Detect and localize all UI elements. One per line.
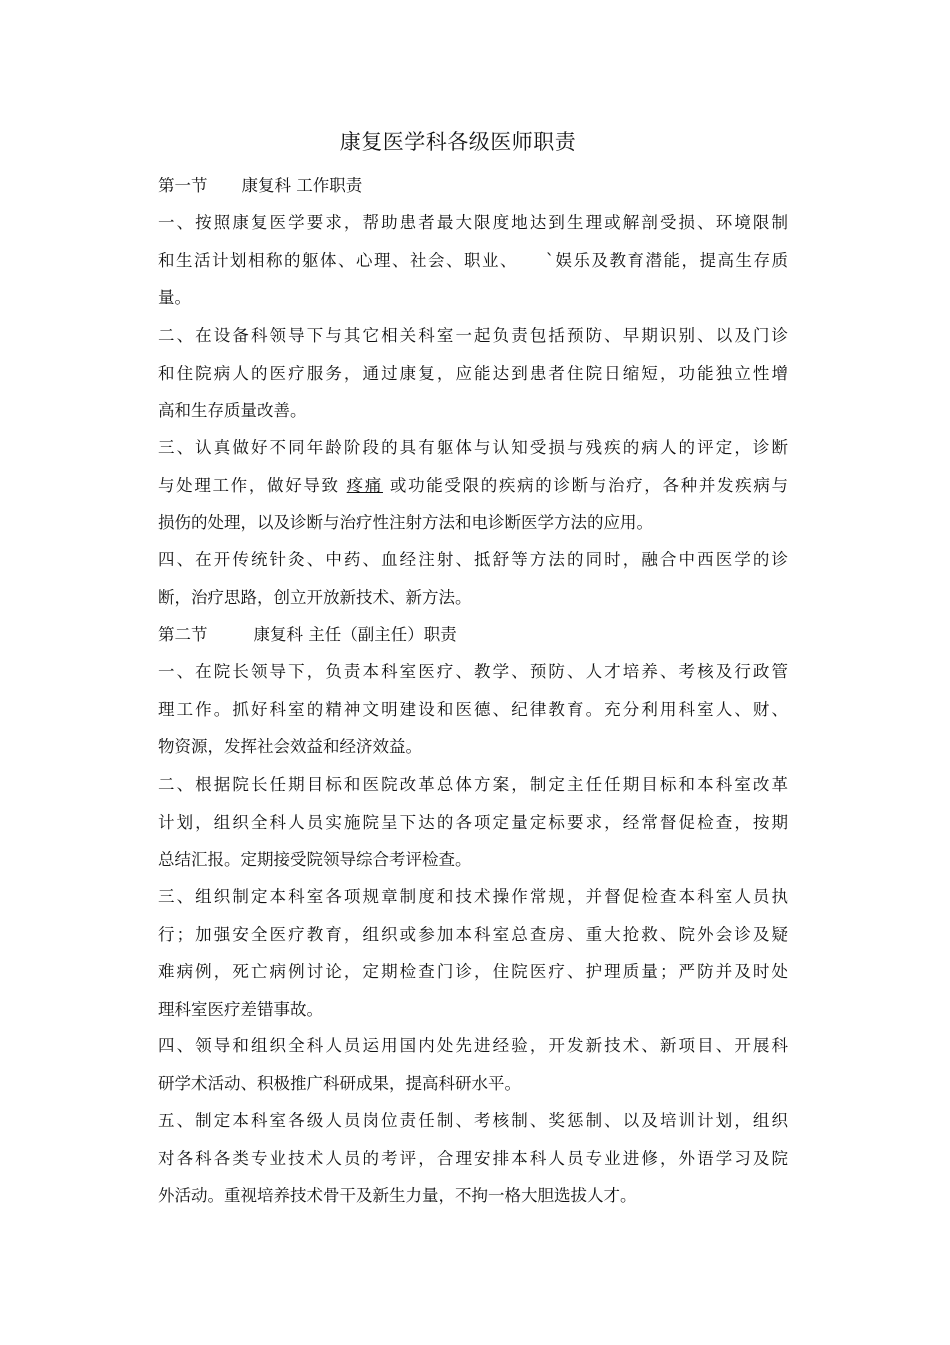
underlined-term: 疼痛	[346, 475, 383, 495]
paragraph-line: 量。	[158, 288, 191, 307]
section-name: 康复科 工作职责	[241, 176, 363, 195]
section-name: 康复科 主任（副主任）职责	[253, 625, 457, 644]
paragraph	[158, 548, 788, 623]
paragraph-line: 行；加强安全医疗教育，组织或参加本科室总查房、重大抢救、院外会诊及疑	[158, 924, 788, 944]
paragraph-line: 难病例，死亡病例讨论，定期检查门诊，住院医疗、护理质量；严防并及时处	[158, 962, 788, 981]
paragraph-line: 五、制定本科室各级人员岗位责任制、考核制、奖惩制、以及培训计划，组织	[158, 1111, 788, 1130]
paragraph-line: 一、在院长领导下，负责本科室医疗、教学、预防、人才培养、考核及行政管	[158, 662, 788, 681]
paragraph-line: 对各科各类专业技术人员的考评，合理安排本科人员专业进修，外语学习及院	[158, 1148, 788, 1168]
paragraph-line: 一、按照康复医学要求，帮助患者最大限度地达到生理或解剖受损、环境限制	[158, 213, 788, 232]
paragraph-line: 二、在设备科领导下与其它相关科室一起负责包括预防、早期识别、以及门诊	[158, 326, 788, 345]
paragraph	[158, 1109, 788, 1222]
paragraph-line: 总结汇报。定期接受院领导综合考评检查。	[158, 850, 472, 869]
section-number: 第二节	[158, 625, 208, 644]
paragraph	[158, 885, 788, 1035]
section-number: 第一节	[158, 176, 208, 195]
section-heading-2	[158, 623, 457, 647]
paragraph-line: 四、领导和组织全科人员运用国内处先进经验，开发新技术、新项目、开展科	[158, 1036, 788, 1055]
paragraph	[158, 436, 788, 549]
paragraph-line: 理工作。抓好科室的精神文明建设和医德、纪律教育。充分利用科室人、财、	[158, 699, 788, 719]
document-title: 康复医学科各级医师职责	[339, 130, 577, 154]
paragraph	[158, 773, 788, 886]
paragraph-line: 研学术活动、积极推广科研成果，提高科研水平。	[158, 1073, 521, 1093]
paragraph-line: 外活动。重视培养技术骨干及新生力量，不拘一格大胆选拔人才。	[158, 1186, 637, 1205]
paragraph-line: 损伤的处理，以及诊断与治疗性注射方法和电诊断医学方法的应用。	[158, 513, 653, 532]
paragraph	[158, 324, 788, 437]
paragraph-line: 二、根据院长任期目标和医院改革总体方案，制定主任任期目标和本科室改革	[158, 775, 788, 794]
paragraph-line: 四、在开传统针灸、中药、血经注射、抵舒等方法的同时，融合中西医学的诊	[158, 550, 788, 569]
paragraph	[158, 211, 788, 324]
paragraph-line: 和住院病人的医疗服务，通过康复，应能达到患者住院日缩短，功能独立性增	[158, 363, 788, 383]
paragraph-line: 理科室医疗差错事故。	[158, 999, 323, 1019]
paragraph	[158, 1034, 788, 1109]
paragraph-line: 三、认真做好不同年龄阶段的具有躯体与认知受损与残疾的病人的评定，诊断	[158, 438, 788, 457]
paragraph-line: 断，治疗思路，创立开放新技术、新方法。	[158, 587, 472, 607]
paragraph-line: 高和生存质量改善。	[158, 401, 307, 420]
paragraph-line: 与处理工作，做好导致 疼痛 或功能受限的疾病的诊断与治疗，各种并发疾病与	[158, 475, 789, 495]
paragraph	[158, 660, 788, 773]
paragraph-line: 和生活计划相称的躯体、心理、社会、职业、 `娱乐及教育潜能，提高生存质	[158, 250, 788, 270]
paragraph-line: 三、组织制定本科室各项规章制度和技术操作常规，并督促检查本科室人员执	[158, 887, 788, 906]
paragraph-line: 计划，组织全科人员实施院呈下达的各项定量定标要求，经常督促检查，按期	[158, 812, 788, 832]
paragraph-line: 物资源，发挥社会效益和经济效益。	[158, 737, 422, 756]
section-heading-1	[158, 174, 362, 198]
